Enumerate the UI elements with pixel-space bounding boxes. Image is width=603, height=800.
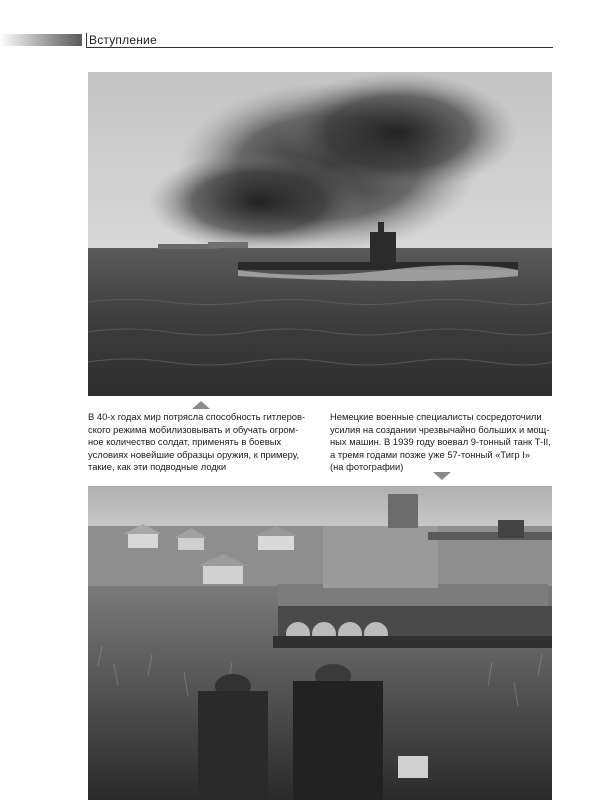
caption-line: усилия на создании чрезвычайно больших и мощ- — [330, 423, 550, 435]
caption-line: Немецкие военные специалисты сосредоточили — [330, 411, 542, 422]
caption-line: ского режима мобилизовывать и обучать огром- — [88, 423, 299, 435]
caption-tanks — [330, 411, 554, 474]
caption-line: а тремя годами позже уже 57-тонный «Тигр I» — [330, 448, 531, 460]
tiger-tank-photo — [88, 486, 552, 800]
section-title: Вступление — [89, 33, 157, 47]
header-rule — [86, 47, 553, 48]
caption-line: такие, как эти подводные лодки — [88, 461, 227, 473]
caption-line: ное количество солдат, применять в боевых — [88, 436, 282, 448]
caption-line: ных машин. В 1939 году воевал 9-тонный танк T-II, — [330, 436, 551, 448]
arrow-up-icon — [192, 401, 210, 409]
header-gradient-bar — [0, 34, 82, 46]
caption-line: (на фотографии) — [330, 461, 404, 473]
caption-line: условиях новейшие образцы оружия, к примеру, — [88, 448, 300, 460]
caption-line: В 40-х годах мир потрясла способность гитлеров- — [88, 411, 306, 422]
submarine-photo — [88, 72, 552, 396]
caption-submarines — [88, 411, 306, 474]
header-divider — [86, 33, 87, 48]
